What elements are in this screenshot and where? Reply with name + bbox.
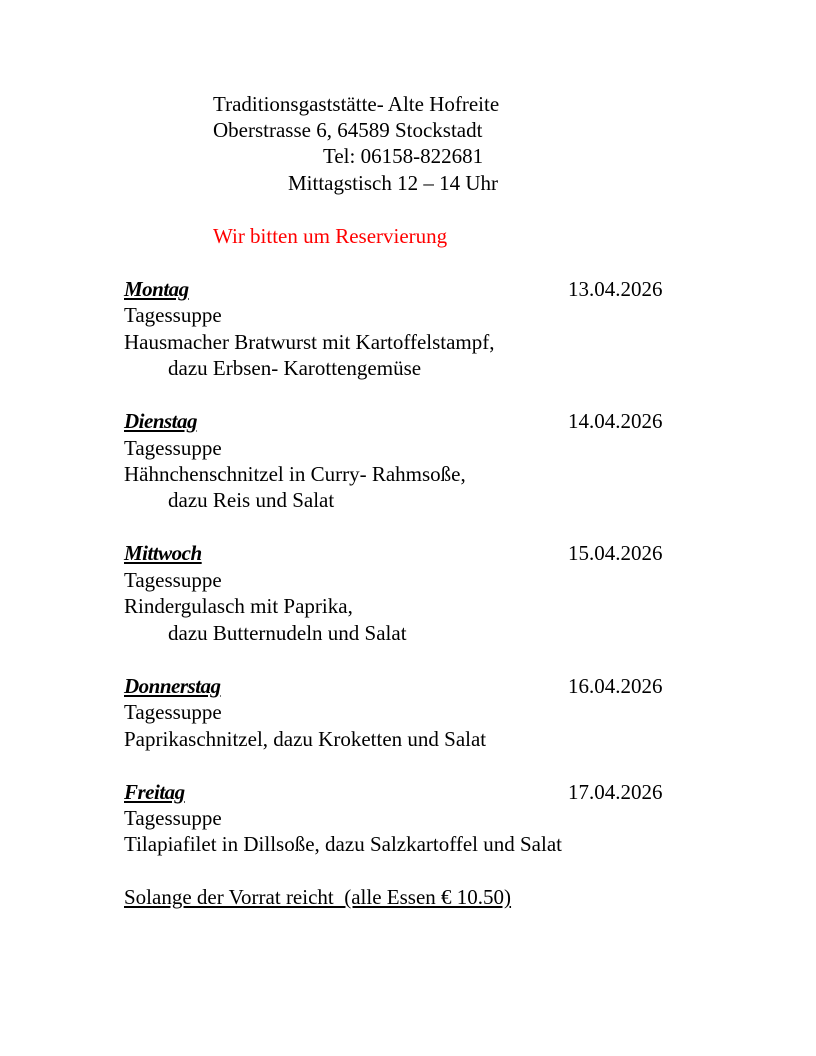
day-date: 15.04.2026 xyxy=(568,541,663,565)
soup: Tagessuppe xyxy=(124,568,222,592)
price-footer: Solange der Vorrat reicht (alle Essen € 10.50) xyxy=(124,885,512,909)
soup: Tagessuppe xyxy=(124,700,222,724)
day-date: 16.04.2026 xyxy=(568,674,663,698)
soup: Tagessuppe xyxy=(124,303,222,327)
side-dish: dazu Erbsen- Karottengemüse xyxy=(168,356,422,380)
day-date: 13.04.2026 xyxy=(568,277,663,301)
day-label: Mittwoch xyxy=(124,541,202,565)
phone: Tel: 06158-822681 xyxy=(323,144,484,168)
day-label: Dienstag xyxy=(124,409,198,433)
main-dish: Rindergulasch mit Paprika, xyxy=(124,594,353,618)
reservation-note: Wir bitten um Reservierung xyxy=(213,224,448,248)
main-dish: Hausmacher Bratwurst mit Kartoffelstampf, xyxy=(124,330,495,354)
day-date: 17.04.2026 xyxy=(568,780,663,804)
main-dish: Hähnchenschnitzel in Curry- Rahmsoße, xyxy=(124,462,466,486)
day-date: 14.04.2026 xyxy=(568,409,663,433)
day-label: Freitag xyxy=(124,780,185,804)
side-dish: dazu Reis und Salat xyxy=(168,488,335,512)
address: Oberstrasse 6, 64589 Stockstadt xyxy=(213,118,483,142)
main-dish: Paprikaschnitzel, dazu Kroketten und Salat xyxy=(124,727,487,751)
restaurant-name: Traditionsgaststätte- Alte Hofreite xyxy=(213,92,500,116)
day-label: Montag xyxy=(124,277,189,301)
day-label: Donnerstag xyxy=(124,674,221,698)
soup: Tagessuppe xyxy=(124,436,222,460)
opening-hours: Mittagstisch 12 – 14 Uhr xyxy=(288,171,498,195)
soup: Tagessuppe xyxy=(124,806,222,830)
side-dish: dazu Butternudeln und Salat xyxy=(168,621,407,645)
main-dish: Tilapiafilet in Dillsoße, dazu Salzkartoffel und Salat xyxy=(124,832,562,856)
